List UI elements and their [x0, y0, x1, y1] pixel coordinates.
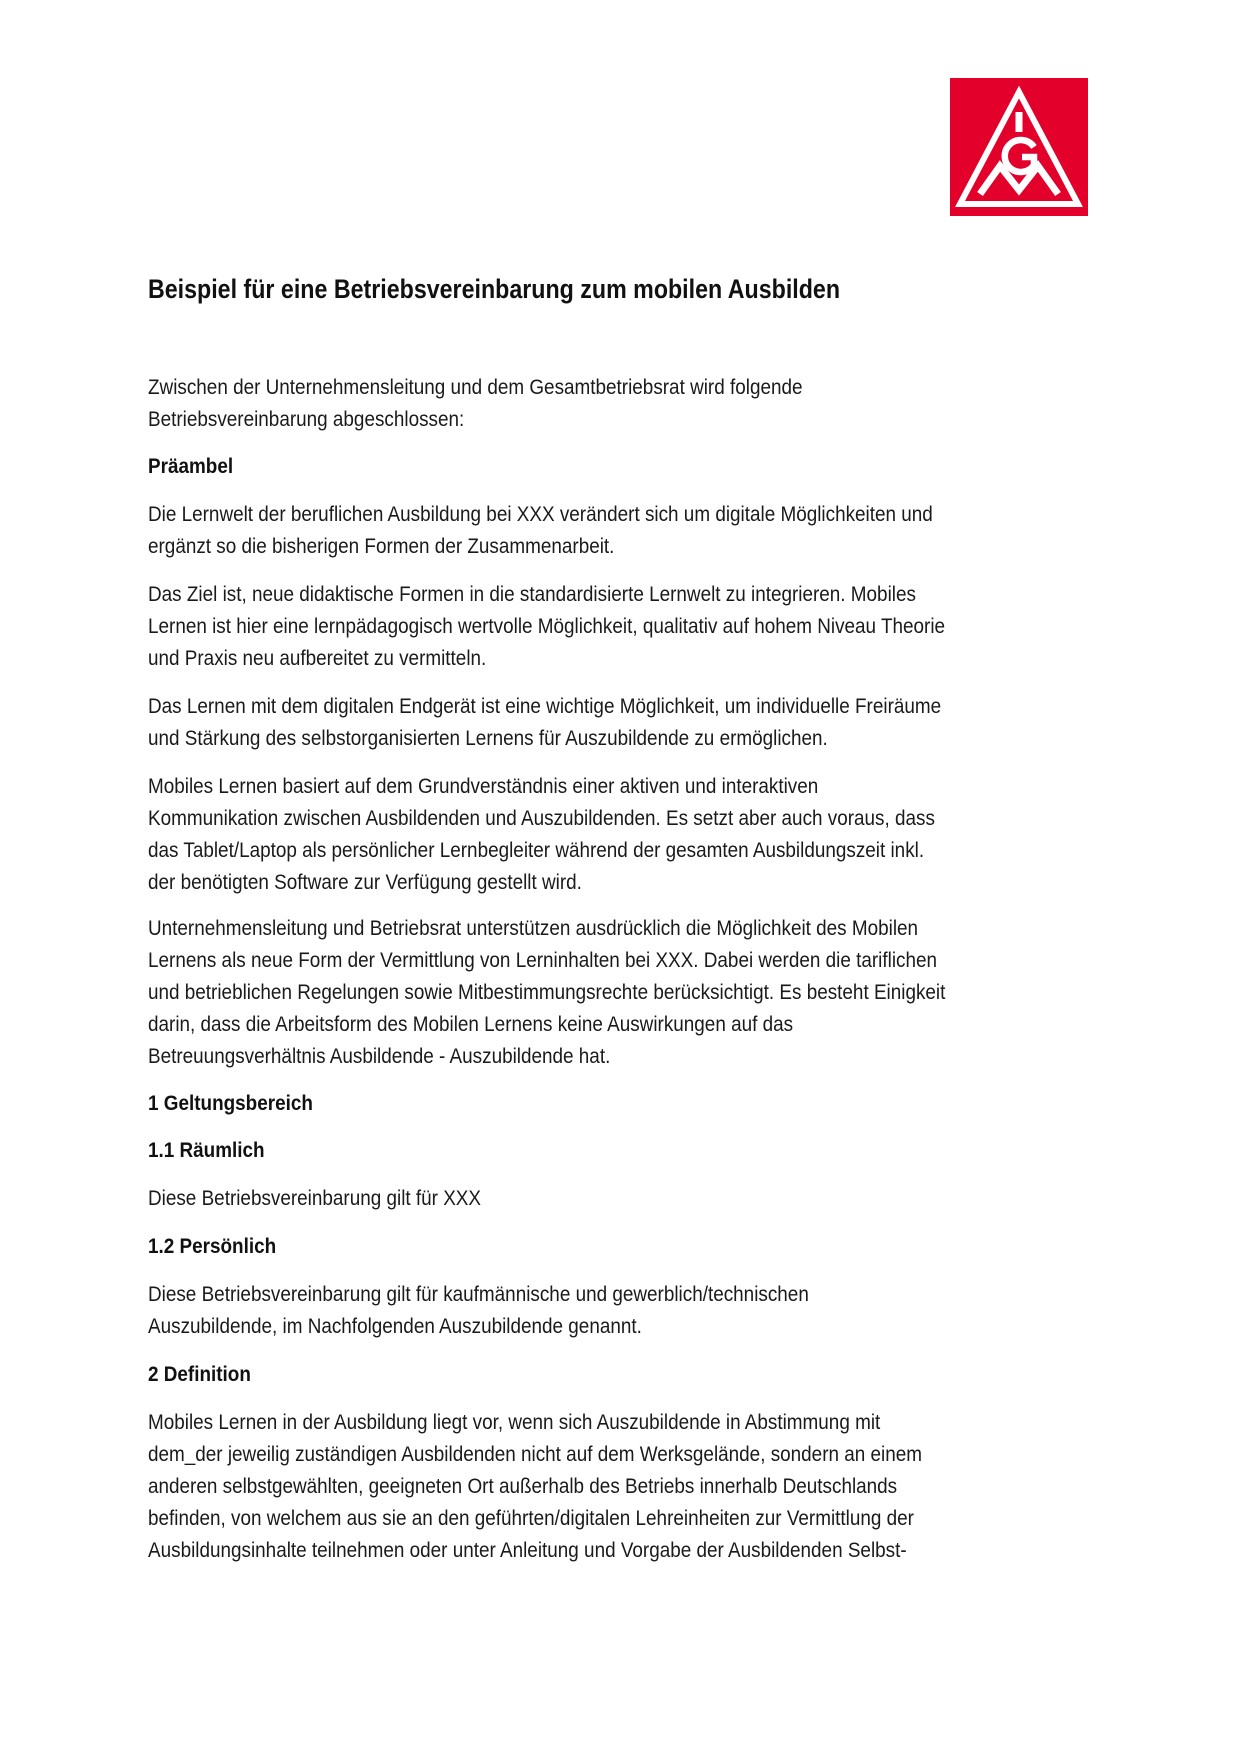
paragraph-line: befinden, von welchem aus sie an den geführten/digitalen Lehreinheiten zur Vermittlung der: [148, 1507, 914, 1530]
ig-metall-logo-icon: [950, 78, 1088, 216]
document-title: Beispiel für eine Betriebsvereinbarung zum mobilen Ausbilden: [148, 274, 841, 304]
paragraph-line: Das Lernen mit dem digitalen Endgerät ist eine wichtige Möglichkeit, um individuelle Freiräume: [148, 695, 942, 718]
paragraph-line: Das Ziel ist, neue didaktische Formen in die standardisierte Lernwelt zu integrieren. Mobiles: [148, 583, 916, 606]
paragraph-line: das Tablet/Laptop als persönlicher Lernbegleiter während der gesamten Ausbildungszeit inkl.: [148, 839, 925, 862]
paragraph-line: der benötigten Software zur Verfügung gestellt wird.: [148, 871, 582, 894]
paragraph-line: Die Lernwelt der beruflichen Ausbildung bei XXX verändert sich um digitale Möglichkeiten und: [148, 503, 933, 526]
section-heading: 1 Geltungsbereich: [148, 1092, 313, 1115]
intro-line: Betriebsvereinbarung abgeschlossen:: [148, 408, 465, 431]
paragraph-line: Diese Betriebsvereinbarung gilt für kaufmännische und gewerblich/technischen: [148, 1283, 809, 1306]
intro-line: Zwischen der Unternehmensleitung und dem Gesamtbetriebsrat wird folgende: [148, 376, 803, 399]
paragraph-line: anderen selbstgewählten, geeigneten Ort außerhalb des Betriebs innerhalb Deutschlands: [148, 1475, 898, 1498]
paragraph-line: Lernens als neue Form der Vermittlung von Lerninhalten bei XXX. Dabei werden die tariflichen: [148, 949, 938, 972]
paragraph-line: Ausbildungsinhalte teilnehmen oder unter Anleitung und Vorgabe der Ausbildenden Selbst-: [148, 1539, 907, 1562]
paragraph-line: ergänzt so die bisherigen Formen der Zusammenarbeit.: [148, 535, 615, 558]
subsection-heading: 1.1 Räumlich: [148, 1139, 265, 1162]
paragraph-line: Betreuungsverhältnis Ausbildende - Auszubildende hat.: [148, 1045, 611, 1068]
paragraph-line: Mobiles Lernen in der Ausbildung liegt vor, wenn sich Auszubildende in Abstimmung mit: [148, 1411, 881, 1434]
preamble-heading: Präambel: [148, 455, 234, 478]
paragraph-line: Diese Betriebsvereinbarung gilt für XXX: [148, 1187, 482, 1210]
paragraph-line: Mobiles Lernen basiert auf dem Grundverständnis einer aktiven und interaktiven: [148, 775, 819, 798]
paragraph-line: und betrieblichen Regelungen sowie Mitbestimmungsrechte berücksichtigt. Es besteht Einigkeit: [148, 981, 946, 1004]
paragraph-line: darin, dass die Arbeitsform des Mobilen Lernens keine Auswirkungen auf das: [148, 1013, 794, 1036]
paragraph-line: und Stärkung des selbstorganisierten Lernens für Auszubildende zu ermöglichen.: [148, 727, 828, 750]
paragraph-line: Kommunikation zwischen Ausbildenden und Auszubildenden. Es setzt aber auch voraus, dass: [148, 807, 935, 830]
paragraph-line: Auszubildende, im Nachfolgenden Auszubildende genannt.: [148, 1315, 642, 1338]
subsection-heading: 1.2 Persönlich: [148, 1235, 277, 1258]
paragraph-line: Lernen ist hier eine lernpädagogisch wertvolle Möglichkeit, qualitativ auf hohem Niveau Theorie: [148, 615, 946, 638]
paragraph-line: Unternehmensleitung und Betriebsrat unterstützen ausdrücklich die Möglichkeit des Mobilen: [148, 917, 919, 940]
paragraph-line: dem_der jeweilig zuständigen Ausbildenden nicht auf dem Werksgelände, sondern an einem: [148, 1443, 922, 1466]
paragraph-line: und Praxis neu aufbereitet zu vermitteln.: [148, 647, 487, 670]
section-heading: 2 Definition: [148, 1363, 251, 1386]
